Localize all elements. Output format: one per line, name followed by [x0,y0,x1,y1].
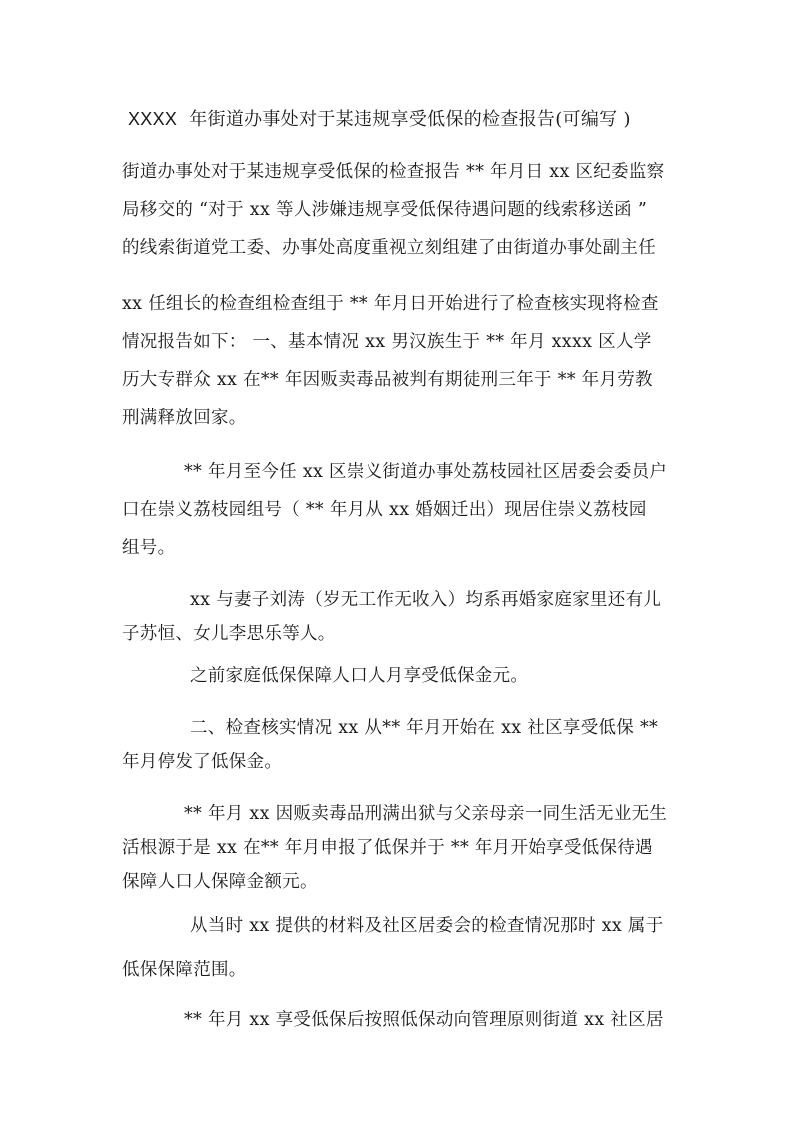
paragraph-line: 活根源于是 xx 在** 年月申报了低保并于 ** 年月开始享受低保待遇 [122,838,653,858]
paragraph-line: ** 年月至今任 xx 区崇义街道办事处荔枝园社区居委会委员户 [184,462,668,482]
paragraph-line: 从当时 xx 提供的材料及社区居委会的检查情况那时 xx 属于 [190,916,664,936]
paragraph-line: xx 与妻子刘涛（岁无工作无收入）均系再婚家庭家里还有儿 [190,590,662,610]
paragraph-line: 之前家庭低保保障人口人月享受低保金元。 [190,666,529,686]
paragraph-line: 刑满释放回家。 [122,408,247,428]
paragraph-line: 子苏恒、女儿李思乐等人。 [122,624,336,644]
title-text: 年街道办事处对于某违规享受低保的检查报告(可编写 ) [189,109,631,130]
paragraph-line: 街道办事处对于某违规享受低保的检查报告 ** 年月日 xx 区纪委监察 [122,162,665,182]
paragraph-line: ** 年月 xx 享受低保后按照低保动向管理原则街道 xx 社区居 [184,1010,664,1030]
paragraph-line: 口在崇义荔枝园组号（ ** 年月从 xx 婚姻迁出）现居住崇义荔枝园 [122,500,647,520]
paragraph-line: 局移交的 “对于 xx 等人涉嫌违规享受低保待遇问题的线索移送函 ” [122,200,648,220]
paragraph-line: 的线索街道党工委、办事处高度重视立刻组建了由街道办事处副主任 [122,238,656,258]
title-year-placeholder: XXXX [128,109,178,129]
paragraph-line: 历大专群众 xx 在** 年因贩卖毒品被判有期徒刑三年于 ** 年月劳教 [122,370,653,390]
paragraph-line: 保障人口人保障金额元。 [122,872,318,892]
document-title [128,107,693,132]
paragraph-line: ** 年月 xx 因贩卖毒品刑满出狱与父亲母亲一同生活无业无生 [184,804,668,824]
paragraph-line: 低保保障范围。 [122,960,247,980]
paragraph-line: 情况报告如下： 一、基本情况 xx 男汉族生于 ** 年月 xxxx 区人学 [122,332,652,352]
paragraph-line: xx 任组长的检查组检查组于 ** 年月日开始进行了检查核实现将检查 [122,294,659,314]
paragraph-line: 年月停发了低保金。 [122,752,283,772]
paragraph-line: 组号。 [122,538,176,558]
paragraph-line: 二、检查核实情况 xx 从** 年月开始在 xx 社区享受低保 ** [190,718,659,738]
